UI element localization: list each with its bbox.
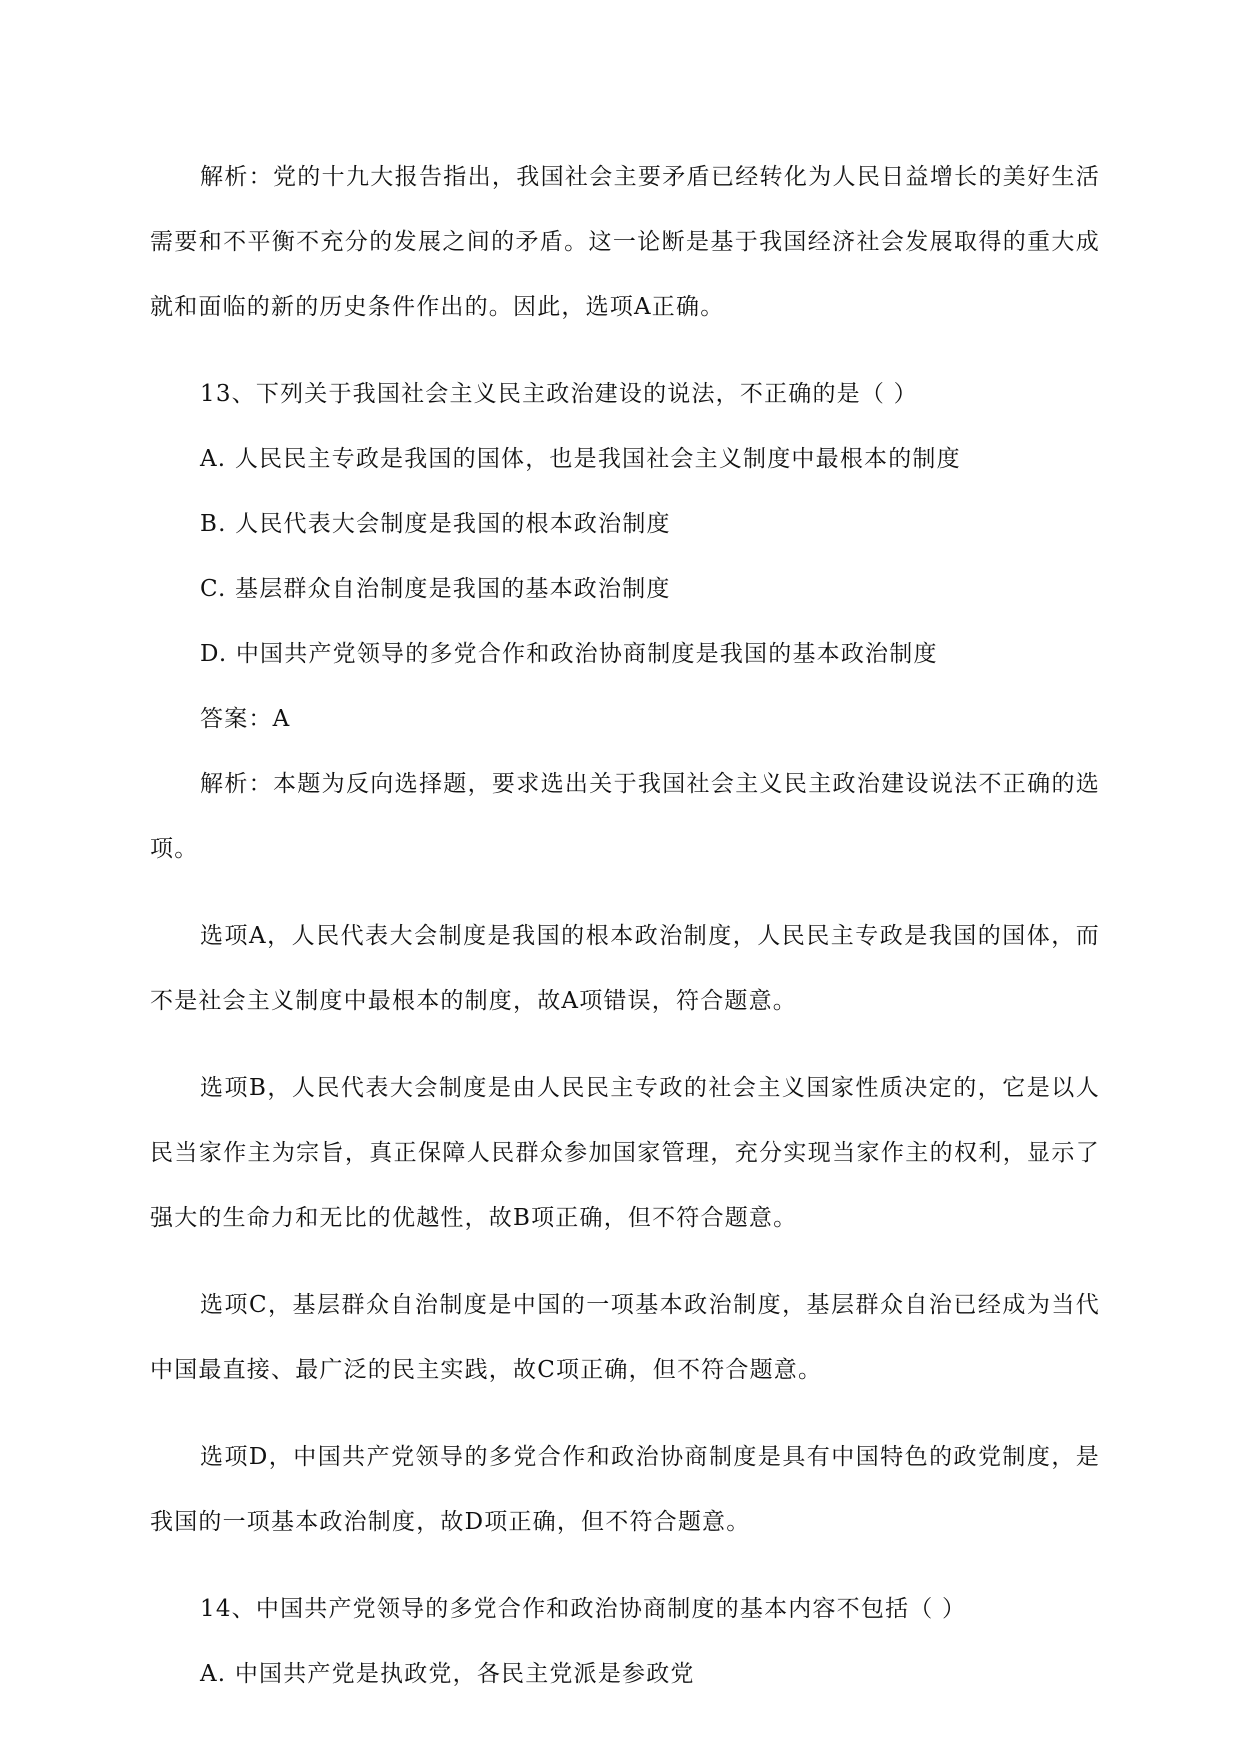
question-13-explain-d: 选项D，中国共产党领导的多党合作和政治协商制度是具有中国特色的政党制度，是我国的一项基本政治制度，故D项正确，但不符合题意。 xyxy=(150,1444,1100,1535)
question-14-option-a: A. 中国共产党是执政党，各民主党派是参政党 xyxy=(200,1661,695,1687)
question-13-explain-c: 选项C，基层群众自治制度是中国的一项基本政治制度，基层群众自治已经成为当代中国最直接、最广泛的民主实践，故C项正确，但不符合题意。 xyxy=(150,1292,1100,1383)
question-13-option-a: A. 人民民主专政是我国的国体，也是我国社会主义制度中最根本的制度 xyxy=(200,446,961,472)
question-13-option-c: C. 基层群众自治制度是我国的基本政治制度 xyxy=(200,576,671,602)
question-13-explain-b: 选项B，人民代表大会制度是由人民民主专政的社会主义国家性质决定的，它是以人民当家作主为宗旨，真正保障人民群众参加国家管理，充分实现当家作主的权利，显示了强大的生命力和无比的优越性，故B项正确，但不符合题意。 xyxy=(150,1075,1100,1231)
document-body xyxy=(150,145,1100,1707)
analysis-paragraph-q12: 解析：党的十九大报告指出，我国社会主要矛盾已经转化为人民日益增长的美好生活需要和不平衡不充分的发展之间的矛盾。这一论断是基于我国经济社会发展取得的重大成就和面临的新的历史条件作出的。因此，选项A正确。 xyxy=(150,164,1100,320)
question-13-analysis: 解析：本题为反向选择题，要求选出关于我国社会主义民主政治建设说法不正确的选项。 xyxy=(150,771,1100,862)
question-13-explain-a: 选项A，人民代表大会制度是我国的根本政治制度，人民民主专政是我国的国体，而不是社会主义制度中最根本的制度，故A项错误，符合题意。 xyxy=(150,923,1100,1014)
question-14: 14、中国共产党领导的多党合作和政治协商制度的基本内容不包括（ ） xyxy=(200,1596,967,1622)
question-13-option-d: D. 中国共产党领导的多党合作和政治协商制度是我国的基本政治制度 xyxy=(200,641,938,667)
question-13-answer: 答案：A xyxy=(200,706,291,732)
question-13: 13、下列关于我国社会主义民主政治建设的说法，不正确的是（ ） xyxy=(200,381,918,407)
question-13-option-b: B. 人民代表大会制度是我国的根本政治制度 xyxy=(200,511,671,537)
